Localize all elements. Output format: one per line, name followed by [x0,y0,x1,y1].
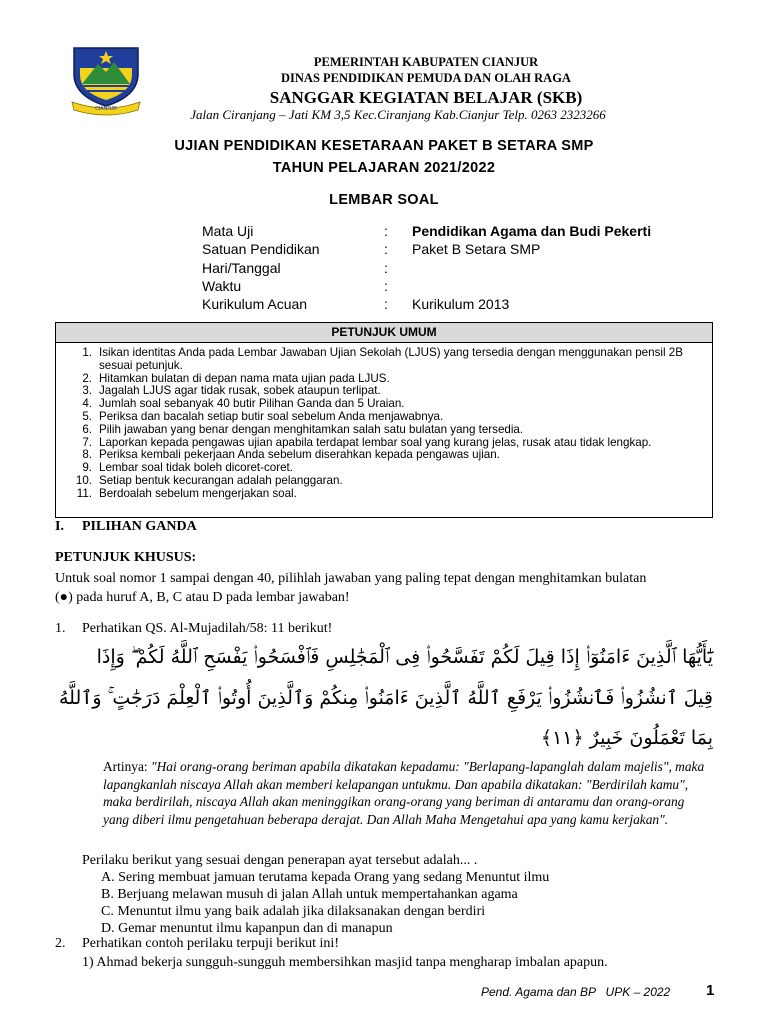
instruction-text: Isikan identitas Anda pada Lembar Jawaban Ujian Sekolah (LJUS) yang tersedia dengan menggunakan pensil 2B sesuai petunjuk. [99,346,683,372]
info-label: Waktu [202,278,242,294]
info-colon: : [384,296,388,312]
answer-option: B. Berjuang melawan musuh di jalan Allah untuk mempertahankan agama [101,887,518,902]
section-title: PILIHAN GANDA [82,519,197,534]
instruction-number: 1. [82,346,92,359]
instruction-number: 5. [82,409,92,423]
instruction-item [56,488,712,501]
general-instructions-box [55,322,713,518]
section-number: I. [55,519,64,534]
svg-text:CIANJUR: CIANJUR [95,106,117,112]
instruction-text: Laporkan kepada pengawas ujian apabila terdapat lembar soal yang kurang jelas, rusak atau tidak lengkap. [99,435,652,449]
info-row [202,296,722,314]
instruction-text: Periksa dan bacalah setiap butir soal sebelum Anda menjawabnya. [99,409,444,423]
answer-option: D. Gemar menuntut ilmu kapanpun dan di manapun [101,921,393,936]
instruction-number: 8. [82,448,92,462]
specific-instructions-line-1: Untuk soal nomor 1 sampai dengan 40, pilihlah jawaban yang paling tepat dengan menghitamkan bulatan [55,571,647,586]
instruction-number: 10. [75,473,92,487]
info-value: Pendidikan Agama dan Budi Pekerti [412,223,652,239]
instruction-text: Berdoalah sebelum mengerjakan soal. [99,486,297,500]
instruction-number: 9. [82,461,92,475]
header-line-2: DINAS PENDIDIKAN PEMUDA DAN OLAH RAGA [281,71,571,85]
kabupaten-cianjur-logo [68,44,144,114]
translation-label: Artinya: [103,759,151,774]
info-colon: : [384,260,388,276]
header-line-3: SANGGAR KEGIATAN BELAJAR (SKB) [269,88,583,107]
instruction-number: 2. [82,371,92,385]
header-address: Jalan Ciranjang – Jati KM 3,5 Kec.Ciranjang Kab.Cianjur Telp. 0263 2323266 [190,107,606,122]
specific-instructions-line-2 [55,590,350,606]
info-label: Mata Uji [202,223,254,239]
info-row [202,223,722,241]
cianjur-emblem-icon [68,44,144,114]
question-number: 1. [55,621,66,636]
info-label: Kurikulum Acuan [202,296,308,312]
verse-translation [103,758,713,828]
paren-open: ( [55,590,60,605]
general-instructions-title: PETUNJUK UMUM [56,323,712,343]
question-prompt: Perhatikan contoh perilaku terpuji berikut ini! [82,936,339,951]
info-colon: : [384,241,388,257]
info-colon: : [384,278,388,294]
info-label: Satuan Pendidikan [202,241,320,257]
exam-year: TAHUN PELAJARAN 2021/2022 [272,160,496,176]
instruction-text: Jumlah soal sebanyak 40 butir Pilihan Ganda dan 5 Uraian. [99,397,405,411]
instruction-text: Pilih jawaban yang benar dengan menghitamkan salah satu bulatan yang tersedia. [99,422,524,436]
instruction-number: 3. [82,384,92,398]
instruction-number: 4. [82,397,92,411]
general-instructions-list [56,347,712,501]
arabic-verse-line: بِمَا تَعْمَلُونَ خَبِيرٌ ﴿١١﴾ [540,727,713,749]
instruction-text: Setiap bentuk kecurangan adalah pelanggaran. [99,473,343,487]
exam-title: UJIAN PENDIDIKAN KESETARAAN PAKET B SETARA SMP [174,138,594,154]
instruction-number: 6. [82,422,92,436]
question-prompt: Perhatikan QS. Al-Mujadilah/58: 11 berikut! [82,621,333,636]
instruction-text: Lembar soal tidak boleh dicoret-coret. [99,461,293,475]
info-colon: : [384,223,388,239]
translation-text: "Hai orang-orang beriman apabila dikatakan kepadamu: "Berlapang-lapanglah dalam majelis", maka lapangkanlah niscaya Allah akan memberi kelapangan untukmu. Dan apabila dikatakan: "Berdirilah kamu", maka berdirilah, niscaya Allah akan meninggikan orang-orang yang beriman di antaramu dan orang-orang yang diberi ilmu pengetahuan beberapa derajat. Dan Allah Maha Mengetahui apa yang kamu kerjakan". [103,759,705,827]
sheet-title: LEMBAR SOAL [329,192,439,208]
answer-option: A. Sering membuat jamuan terutama kepada Orang yang sedang Menuntut ilmu [101,870,550,885]
info-row [202,241,722,259]
question-stem: Perilaku berikut yang sesuai dengan penerapan ayat tersebut adalah... . [82,853,478,868]
info-row [202,278,722,296]
info-label: Hari/Tanggal [202,260,281,276]
instruction-text: Jagalah LJUS agar tidak rusak, sobek ataupun terlipat. [99,384,381,398]
instruction-number: 11. [76,486,92,500]
instruction-number: 7. [82,435,92,449]
specific-instructions-title: PETUNJUK KHUSUS: [55,550,197,565]
question-number: 2. [55,936,66,951]
filled-circle-icon: ● [59,590,69,605]
page-number: 1 [706,982,715,999]
question-sub-item: 1) Ahmad bekerja sungguh-sungguh membersihkan masjid tanpa mengharap imbalan apapun. [82,955,608,970]
instruction-text: Hitamkan bulatan di depan nama mata ujian pada LJUS. [99,371,390,385]
footer-text: Pend. Agama dan BP UPK – 2022 [481,985,671,999]
instruction-text: Periksa kembali pekerjaan Anda sebelum diserahkan kepada pengawas ujian. [99,448,500,462]
instruction-tail: ) pada huruf A, B, C atau D pada lembar jawaban! [68,590,350,605]
arabic-verse-line: يَٰٓأَيُّهَا ٱلَّذِينَ ءَامَنُوٓا۟ إِذَا قِيلَ لَكُمْ تَفَسَّحُوا۟ فِى ٱلْمَجَٰلِسِ فَٱفْسَحُوا۟ يَفْسَحِ ٱللَّهُ لَكُمْ ۖ وَإِذَا [96,646,713,668]
info-value: Kurikulum 2013 [412,296,510,312]
exam-info-table [202,223,742,323]
header-line-1: PEMERINTAH KABUPATEN CIANJUR [313,55,539,69]
instruction-item [56,347,712,373]
answer-option: C. Menuntut ilmu yang baik adalah jika dilaksanakan dengan berdiri [101,904,486,919]
arabic-verse-line: قِيلَ ٱنشُزُوا۟ فَٱنشُزُوا۟ يَرْفَعِ ٱللَّهُ ٱلَّذِينَ ءَامَنُوا۟ مِنكُمْ وَٱلَّذِينَ أُوتُوا۟ ٱلْعِلْمَ دَرَجَٰتٍ ۚ وَٱللَّهُ [59,687,713,709]
info-value: Paket B Setara SMP [412,241,541,257]
info-row [202,260,722,278]
